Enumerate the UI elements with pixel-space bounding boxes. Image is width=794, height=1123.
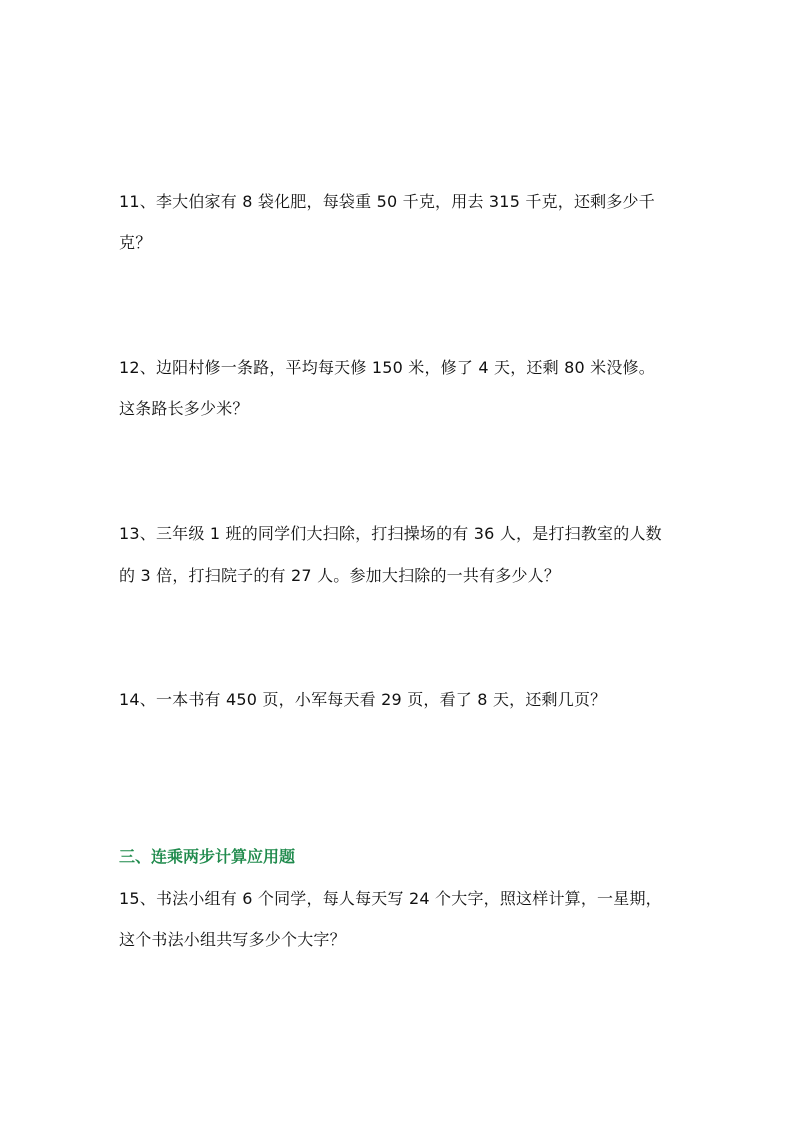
section-heading: 三、连乘两步计算应用题 [119, 847, 296, 866]
problem-15-line-1: 15、书法小组有 6 个同学，每人每天写 24 个大字，照这样计算，一星期， [119, 889, 662, 908]
problem-15-line-2: 这个书法小组共写多少个大字？ [119, 930, 346, 949]
problem-13-line-2: 的 3 倍，打扫院子的有 27 人。参加大扫除的一共有多少人？ [119, 566, 561, 585]
problem-12-line-1: 12、边阳村修一条路，平均每天修 150 米，修了 4 天，还剩 80 米没修。 [119, 358, 655, 377]
problem-13-line-1: 13、三年级 1 班的同学们大扫除，打扫操场的有 36 人，是打扫教室的人数 [119, 524, 662, 543]
problem-14-line-1: 14、一本书有 450 页，小军每天看 29 页，看了 8 天，还剩几页？ [119, 690, 607, 709]
problem-11-line-2: 克？ [119, 233, 152, 252]
problem-12-line-2: 这条路长多少米？ [119, 399, 249, 418]
problem-11-line-1: 11、李大伯家有 8 袋化肥，每袋重 50 千克，用去 315 千克，还剩多少千 [119, 192, 655, 211]
